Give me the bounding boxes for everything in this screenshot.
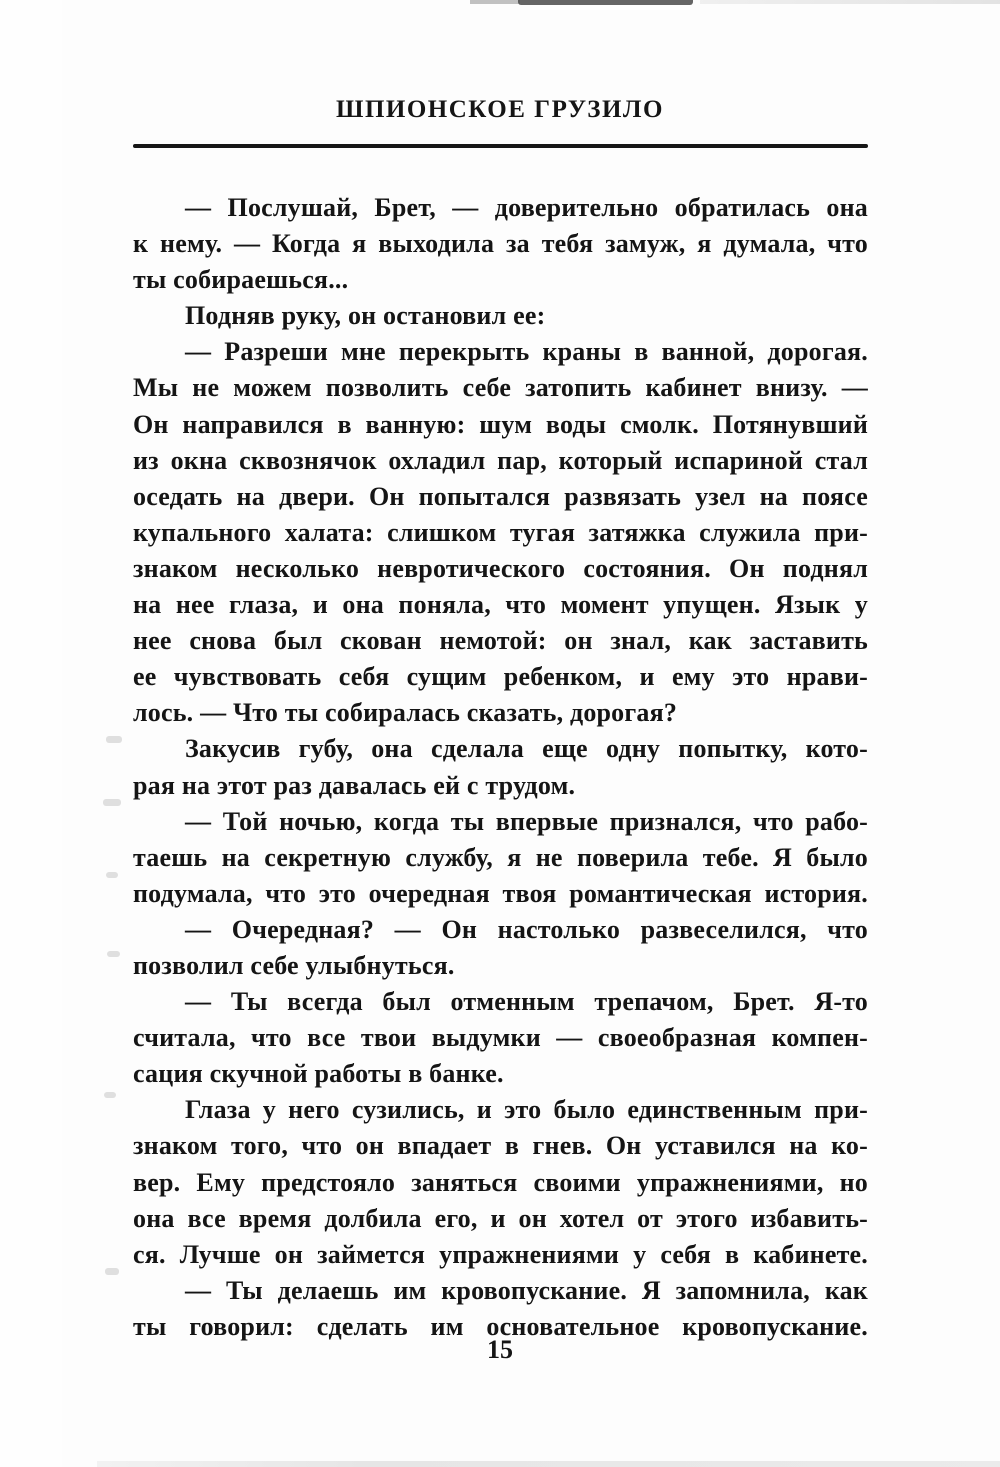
text-line: оседать на двери. Он попытался развязать узел на поясе — [133, 481, 868, 511]
text-line: ты собираешься... — [133, 265, 349, 295]
text-line: Подняв руку, он остановил ее: — [185, 301, 546, 331]
scan-artifact — [103, 799, 121, 806]
text-line: Мы не можем позволить себе затопить кабинет внизу. — — [133, 373, 868, 403]
text-line: знаком того, что он впадает в гнев. Он уставился на ко- — [133, 1131, 868, 1161]
text-line: Он направился в ванную: шум воды смолк. Потянувший — [133, 409, 868, 439]
scan-artifact — [470, 0, 520, 4]
scan-artifact — [104, 1092, 116, 1098]
running-head-title: ШПИОНСКОЕ ГРУЗИЛО — [336, 96, 664, 123]
text-line: подумала, что это очередная твоя романтическая история. — [133, 878, 868, 908]
text-line: ся. Лучше он займется упражнениями у себя в кабинете. — [133, 1239, 868, 1269]
text-line: считала, что все твои выдумки — своеобразная компен- — [133, 1023, 868, 1053]
text-line: таешь на секретную службу, я не поверила тебе. Я было — [133, 842, 868, 872]
text-line: — Очередная? — Он настолько развеселился, что — [185, 914, 868, 944]
text-line: позволил себе улыбнуться. — [133, 950, 455, 980]
text-line: купального халата: слишком тугая затяжка служила при- — [133, 517, 868, 547]
scan-artifact — [106, 736, 122, 743]
text-line: — Ты делаешь им кровопускание. Я запомнила, как — [185, 1275, 868, 1305]
text-line: нее снова был скован немотой: он знал, как заставить — [133, 626, 868, 656]
text-line: ее чувствовать себя сущим ребенком, и ему это нрави- — [133, 662, 868, 692]
scan-artifact — [518, 0, 693, 5]
text-line: из окна сквознячок охладил пар, который испариной стал — [133, 445, 868, 475]
text-line: — Разреши мне перекрыть краны в ванной, дорогая. — [185, 337, 868, 367]
text-block — [133, 190, 868, 1345]
text-line: она все время долбила его, и он хотел от этого избавить- — [133, 1203, 868, 1233]
text-line: ты говорил: сделать им основательное кровопускание. — [133, 1311, 868, 1341]
text-line: рая на этот раз давалась ей с трудом. — [133, 770, 576, 800]
text-line: сация скучной работы в банке. — [133, 1059, 504, 1089]
text-line: знаком несколько невротического состояния. Он поднял — [133, 553, 868, 583]
text-line: на нее глаза, и она поняла, что момент упущен. Язык у — [133, 590, 868, 620]
text-line: Закусив губу, она сделала еще одну попытку, кото- — [185, 734, 868, 764]
scan-artifact — [106, 872, 118, 878]
text-line: — Послушай, Брет, — доверительно обратилась она — [185, 193, 868, 222]
scan-artifact — [700, 0, 1000, 4]
text-line: Глаза у него сузились, и это было единственным при- — [185, 1095, 868, 1125]
text-line: к нему. — Когда я выходила за тебя замуж, я думала, что — [133, 229, 868, 259]
text-line: — Той ночью, когда ты впервые признался, что рабо- — [185, 806, 868, 836]
text-line: лось. — Что ты собиралась сказать, дорогая? — [133, 698, 678, 728]
scan-artifact — [97, 1461, 1000, 1467]
scan-left-strip — [0, 0, 62, 1467]
scan-artifact — [107, 951, 120, 957]
page-number: 15 — [487, 1335, 513, 1364]
text-line: — Ты всегда был отменным трепачом, Брет. Я-то — [185, 987, 868, 1017]
text-line: вер. Ему предстояло заняться своими упражнениями, но — [133, 1167, 868, 1197]
header-rule — [133, 144, 868, 148]
scan-artifact — [105, 1268, 119, 1275]
